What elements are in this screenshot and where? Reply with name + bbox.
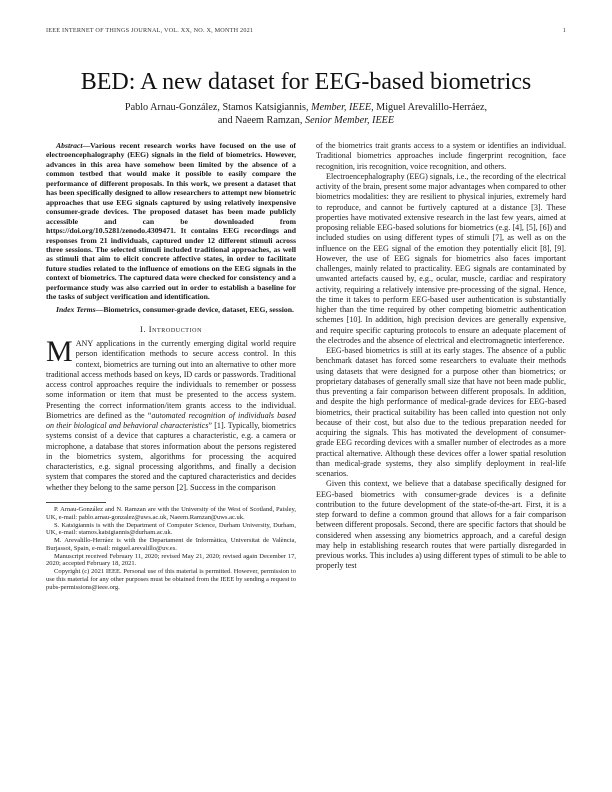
footnote-affiliation-1: P. Arnau-González and N. Ramzan are with the University of the West of Scotland, Paisley, UK, e-mail: pablo.arnau-gonzalez@uws.ac.uk, Naeem.Ramzan@uws.ac.uk. xyxy=(46,505,296,521)
biometrics-definition-quote: automated recognition of individuals based on their biological and behavioral characteristics xyxy=(46,410,296,431)
index-terms xyxy=(46,305,296,314)
paragraph-continued: of the biometrics trait grants access to a system or identifies an individual. Traditional biometrics approaches include fingerprint recognition, face recognition, iris recognition, voice recognition, and others. xyxy=(316,141,566,171)
footnote-copyright: Copyright (c) 2021 IEEE. Personal use of this material is permitted. However, permission to use this material for any other purposes must be obtained from the IEEE by sending a request to pubs-permissions@ieee.org. xyxy=(46,568,296,591)
two-column-body xyxy=(46,141,566,592)
abstract-text: —Various recent research works have focused on the use of electroencephalography (EEG) signals in the field of biometrics. However, advances in this area have somehow been limited by the absence of a common testbed that would make it possible to easily compare the performance of different proposals. In this work, we present a dataset that has been specifically designed to allow researchers to attempt new biometric approaches that use EEG signals captured by using relatively inexpensive consumer-grade devices. The proposed dataset has been made publicly accessible and can be downloaded from https://doi.org/10.5281/zenodo.4309471. It contains EEG recordings and responses from 21 individuals, captured under 12 different stimuli across three sessions. The selected stimuli included traditional approaches, as well as stimuli that aim to elicit concrete affective states, in order to facilitate future studies related to the influence of emotions on the EEG signals in the context of biometrics. The captured data were checked for consistency and a performance study was also carried out in order to establish a baseline for the tasks of subject verification and identification. xyxy=(46,141,296,302)
page-number: 1 xyxy=(562,27,566,34)
author-list xyxy=(46,102,566,127)
paragraph-eeg-advantages: Electroencephalography (EEG) signals, i.e., the recording of the electrical activity of the brain, present some major advantages when compared to other biometrics modalities: they are resilient to physical injuries, extremely hard to reproduce, and cannot be furtively captured at a distance [3]. These properties have motivated extensive research in the last few years, aimed at proposing reliable EEG-based solutions for biometrics (e.g. [4], [5], [6]) and included studies on using different types of stimuli [7], as well as on the influence on the EEG signal of the emotion they potentially elicit [8], [9]. However, the use of EEG signals for biometrics also faces important challenges, mainly related to practicality. EEG signals are contaminated by unwanted artefacts caused by, e.g., ocular, muscle, cardiac and respiratory activity, requiring a relatively intensive pre-processing of the signal. Hence, the time it takes to perform EEG-based user authentication is substantially higher than the time required by other competing biometric authentication schemes [10]. In addition, high precision devices are generally expensive, and require specific capturing protocols to ensure an adequate placement of the electrodes and the absence of electrical and electromagnetic interference. xyxy=(316,171,566,345)
abstract xyxy=(46,141,296,302)
author-line-2: and Naeem Ramzan, Senior Member, IEEE xyxy=(217,114,395,126)
author-line-1: Pablo Arnau-González, Stamos Katsigiannis, Member, IEEE, Miguel Arevalillo-Herráez, xyxy=(124,102,488,113)
footnote-rule xyxy=(46,502,106,503)
intro-paragraph: MANY applications in the currently emerging digital world require person identification methods to secure access control. In this context, biometrics are turning out into an alternative to other more traditional access methods based on keys, ID cards or passwords. Traditional access control approaches require the individuals to remember or possess some information or item that must be presented to the access system. Presenting the correct information/item grants access to the individual. Biometrics are defined as the “automated recognition of individuals based on their biological and behavioral characteristics” [1]. Typically, biometrics systems consist of a device that captures a characteristic, e.g. a camera or microphone, a database that stores information about the persons registered in the biometrics system, algorithms for processing the acquired characteristics, e.g. signal processing algorithms, and finally a decision system that compares the stored and the captured characteristics and decides whether they belong to the same person [2]. Success in the comparison xyxy=(46,335,296,492)
index-terms-label: Index Terms xyxy=(56,304,96,314)
drop-cap: M xyxy=(46,335,73,369)
paper-title: BED: A new dataset for EEG-based biometrics xyxy=(80,69,532,95)
footnotes xyxy=(46,506,296,592)
footnote-affiliation-3: M. Arevalillo-Herráez is with the Departament de Informàtica, Universitat de València, Burjassot, Spain, e-mail: miguel.arevalillo@uv.es. xyxy=(46,537,296,552)
lead-word: ANY xyxy=(75,339,94,349)
author-role: Senior Member, IEEE xyxy=(305,114,395,126)
abstract-label: Abstract xyxy=(56,141,83,150)
author-role: Member, IEEE xyxy=(311,102,372,113)
journal-header: IEEE INTERNET OF THINGS JOURNAL, VOL. XX, NO. X, MONTH 2021 xyxy=(46,27,254,34)
right-column xyxy=(316,141,566,592)
paragraph-context: Given this context, we believe that a database specifically designed for EEG-based biometrics with consumer-grade devices is a definite contribution to the future development of the state-of-the-art. First, it is a step forward to define a common ground that allows for a fair comparison between different proposals. Second, there are specific factors that should be considered when assessing any biometrics approach, and a careful design may help in establishing research routes that were partially disregarded in previous works. This includes a) using different types of stimuli to be able to properly test xyxy=(316,479,566,571)
index-terms-text: —Biometrics, consumer-grade device, dataset, EEG, session. xyxy=(95,304,294,314)
left-column xyxy=(46,141,296,592)
paragraph-early-stages: EEG-based biometrics is still at its early stages. The absence of a public benchmark dataset has forced some researchers to evaluate their methods using datasets that were designed for a purpose other than biometrics; or proprietary databases of generally small size that have not been made public, thus preventing a fair comparison between different proposals. In addition, and despite the high performance of medical-grade devices for EEG-based biometrics, their practical suitability has been called into question not only because of their cost, but also due to the tedious preparation needed for acquiring the signals. This has motivated the development of consumer-grade EEG recording devices with a smaller number of electrodes as a more practical alternative. Although these devices offer a lower spatial resolution than medical-grade systems, they also simplify deployment in real-life scenarios. xyxy=(316,346,566,478)
footnote-manuscript-dates: Manuscript received February 11, 2020; revised May 21, 2020; revised again December 17, 2020; accepted February 18, 2021. xyxy=(46,552,296,568)
section-heading-introduction: I. Introduction xyxy=(139,325,203,335)
running-header xyxy=(46,27,566,34)
footnote-affiliation-2: S. Katsigiannis is with the Department of Computer Science, Durham University, Durham, UK, e-mail: stamos.katsigiannis@durham.ac.uk. xyxy=(46,521,296,537)
